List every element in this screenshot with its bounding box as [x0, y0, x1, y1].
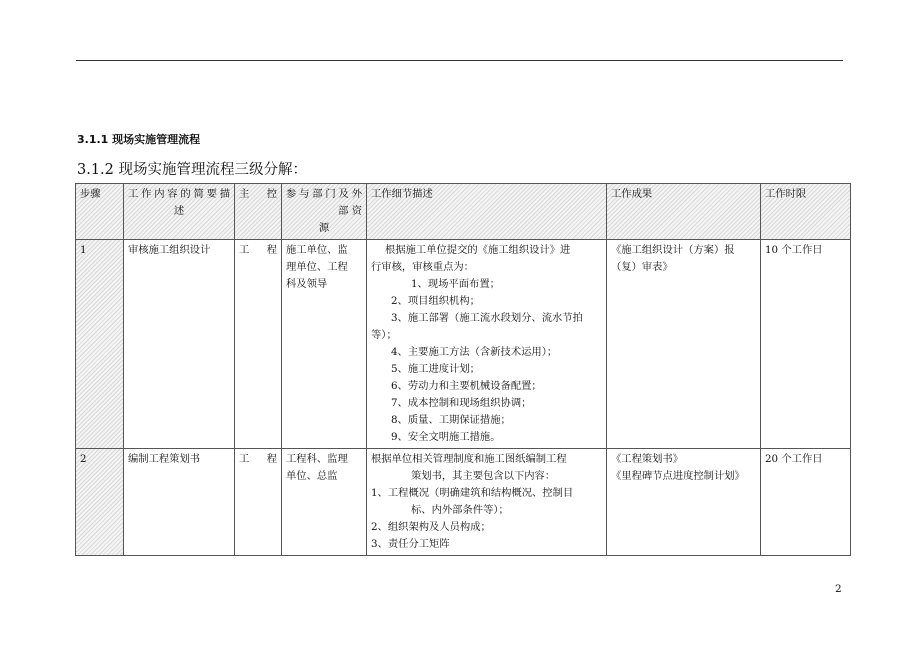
- section-heading-3-1-2: 3.1.2 现场实施管理流程三级分解：: [77, 162, 308, 178]
- header-detail: 工作细节描述: [367, 184, 607, 240]
- section-heading-3-1-1: 3.1.1 现场实施管理流程: [77, 133, 201, 146]
- row-limit: 10 个工作日: [761, 240, 851, 449]
- row-dept: 工程科、监理 单位、总监: [282, 449, 367, 556]
- row-limit: 20 个工作日: [761, 449, 851, 556]
- row-step: 2: [76, 449, 124, 556]
- row-dept: 施工单位、监 理单位、工程 科及领导: [282, 240, 367, 449]
- row-result: 《工程策划书》 《里程碑节点进度控制计划》: [607, 449, 761, 556]
- row-detail: 根据施工单位提交的《施工组织设计》进 行审核，审核重点为： 1、现场平面布置； 2、项目组织机构； 3、施工部署（施工流水段划分、流水节拍 等）； 4、主要施工方法（含新技术运用）； 5、施工进度计划； 6、劳动力和主要机械设备配置； 7、成本控制和现场组织协调； 8、质量、工期保证措施； 9、安全文明施工措施。: [367, 240, 607, 449]
- row-detail: 根据单位相关管理制度和施工图纸编制工程 策划书，其主要包含以下内容： 1、工程概况（明确建筑和结构概况、控制目 标、内外部条件等）； 2、组织架构及人员构成； 3、责任分工矩阵: [367, 449, 607, 556]
- header-rule: [76, 60, 843, 61]
- row-step: 1: [76, 240, 124, 449]
- header-limit: 工作时限: [761, 184, 851, 240]
- row-owner: 工 程: [235, 240, 282, 449]
- header-content: 工作内容的简要描 述: [124, 184, 235, 240]
- row-result: 《施工组织设计（方案）报 （复）审表》: [607, 240, 761, 449]
- row-owner: 工 程: [235, 449, 282, 556]
- header-step: 步骤: [76, 184, 124, 240]
- row-content: 编制工程策划书: [124, 449, 235, 556]
- table-row: [76, 240, 851, 449]
- header-result: 工作成果: [607, 184, 761, 240]
- table-header-row: [76, 184, 851, 240]
- header-dept: 参与部门及外 部 资 源: [282, 184, 367, 240]
- page-number: 2: [835, 583, 842, 595]
- header-owner: 主 控: [235, 184, 282, 240]
- process-breakdown-table: [75, 183, 851, 556]
- row-content: 审核施工组织设计: [124, 240, 235, 449]
- table-row: [76, 449, 851, 556]
